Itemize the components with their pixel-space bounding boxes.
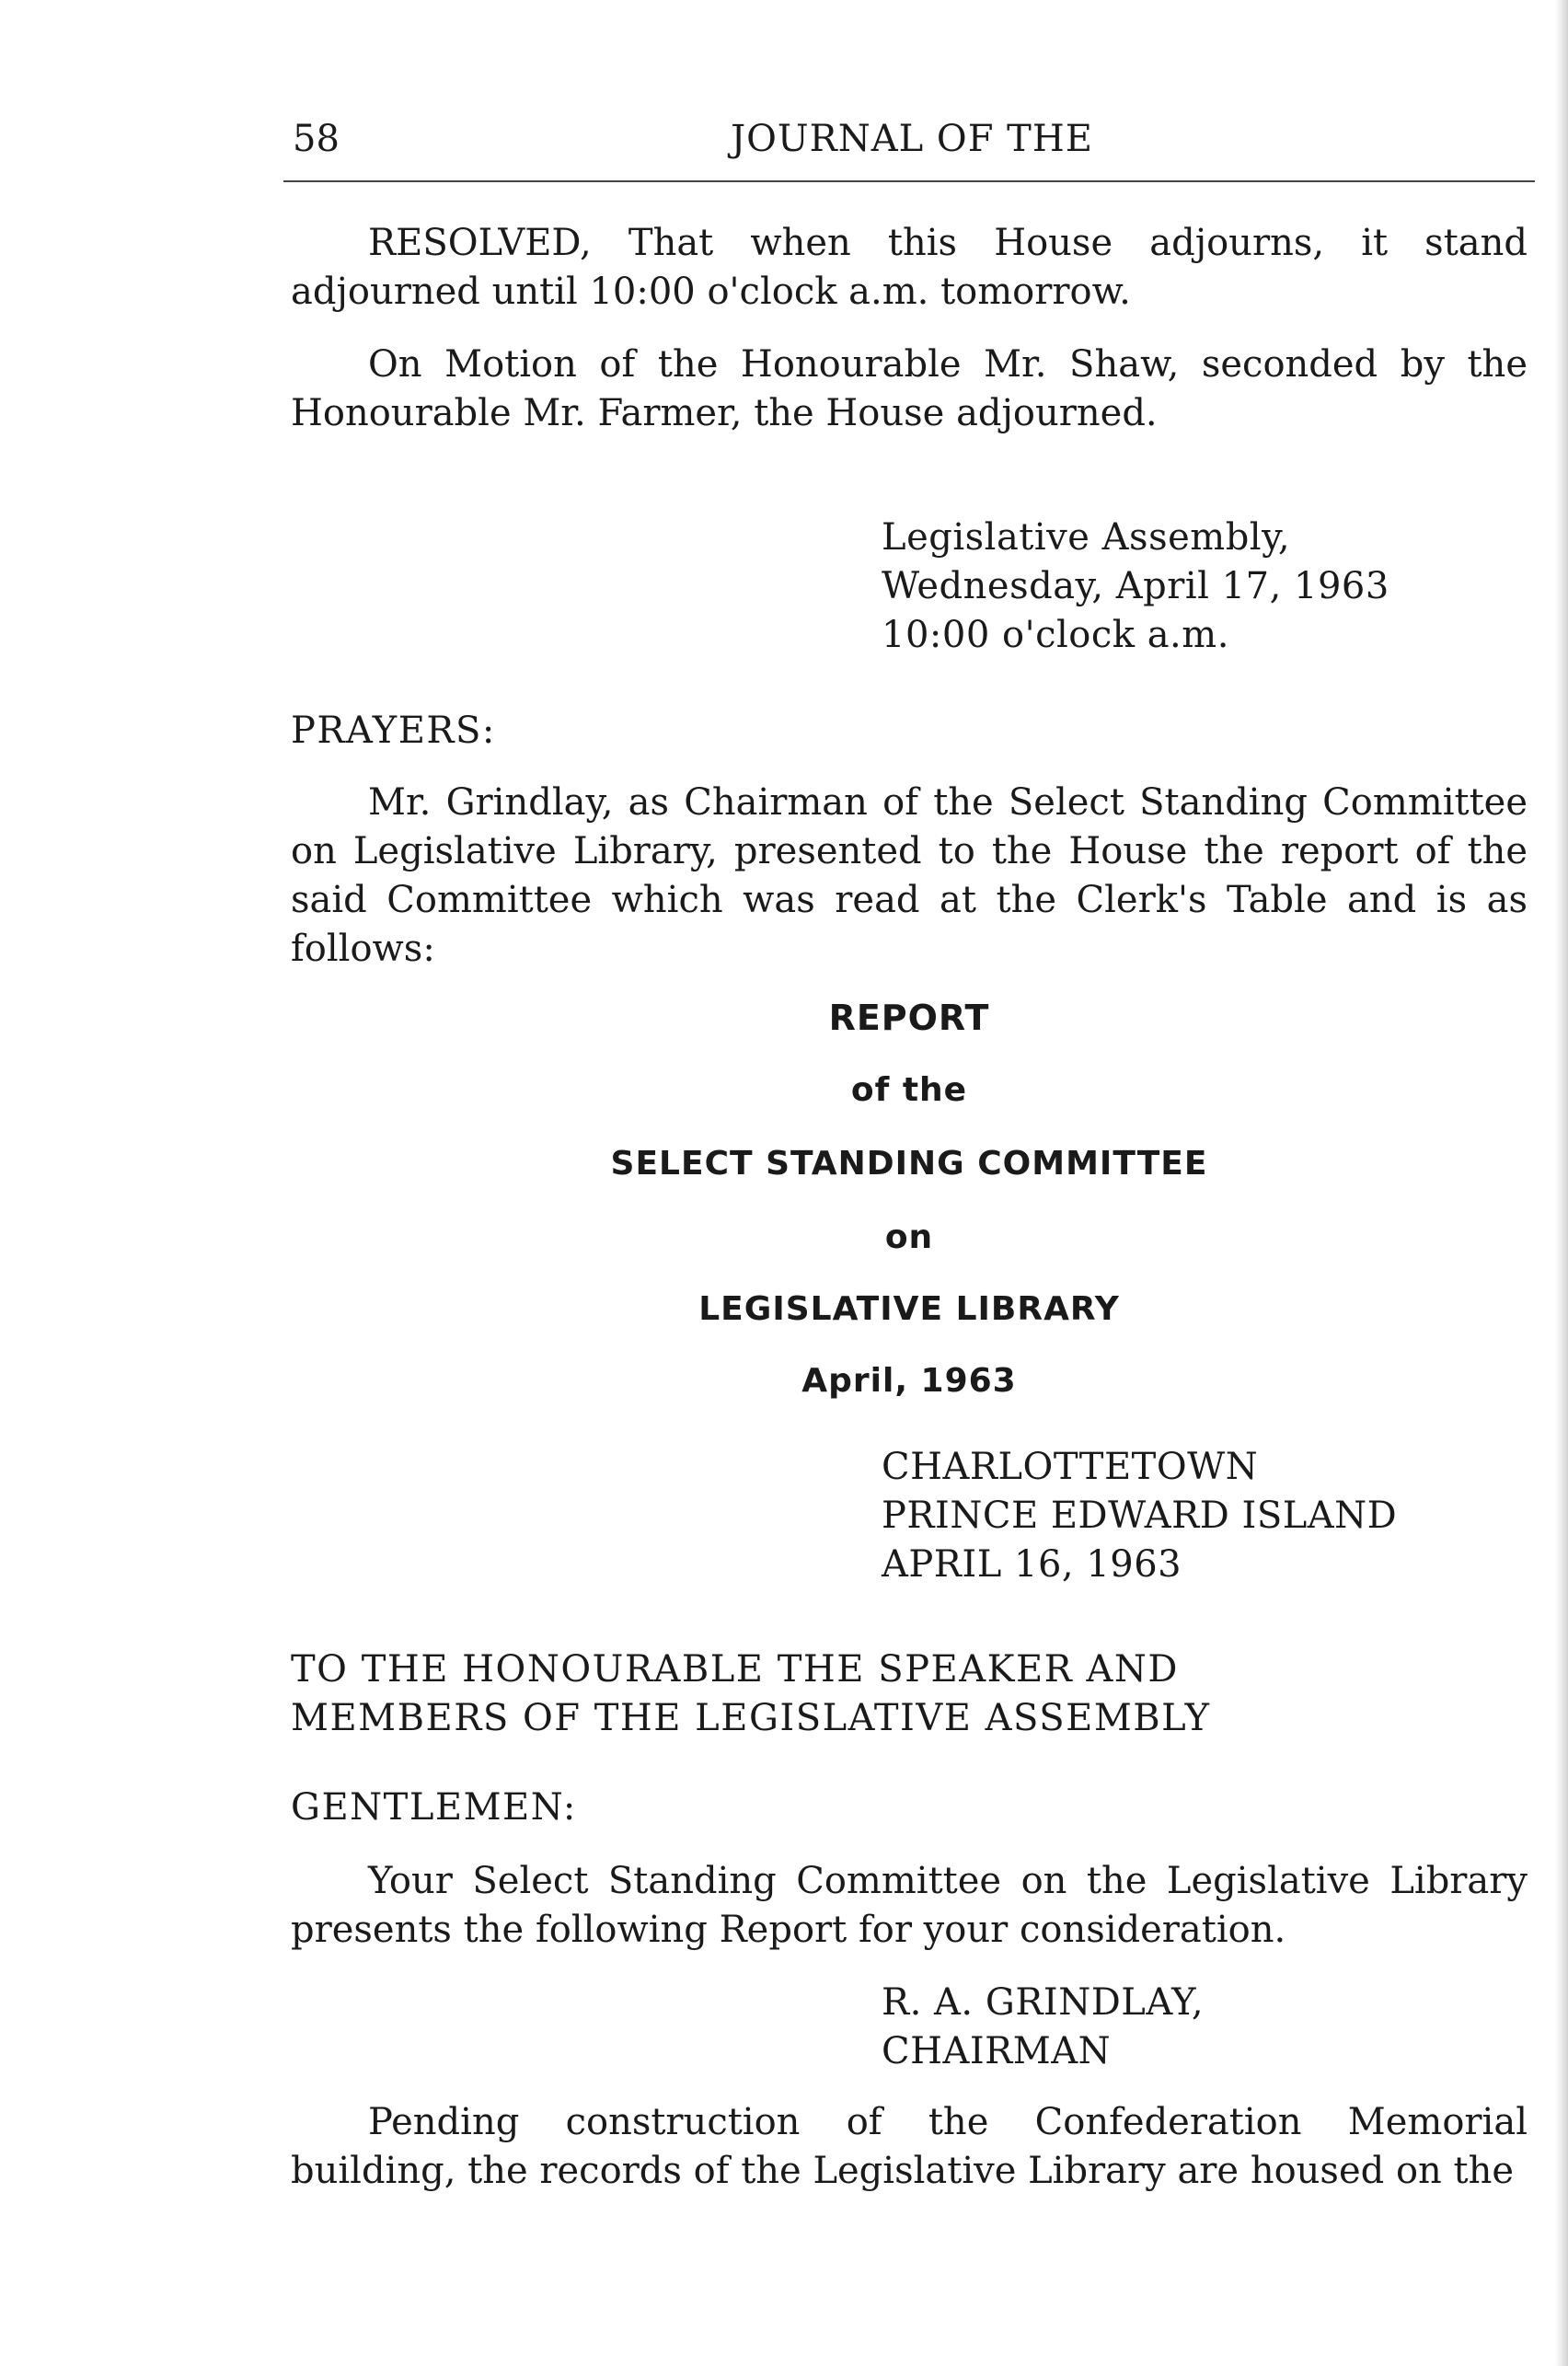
page-number: 58 <box>293 118 340 160</box>
place-line-3: APRIL 16, 1963 <box>882 1543 1182 1586</box>
signature-name: R. A. GRINDLAY, <box>882 1981 1205 2024</box>
addressee-line-1: TO THE HONOURABLE THE SPEAKER AND <box>291 1648 1179 1691</box>
place-line-2: PRINCE EDWARD ISLAND <box>882 1495 1398 1537</box>
prayers-heading: PRAYERS: <box>291 710 496 752</box>
place-line-1: CHARLOTTETOWN <box>882 1446 1259 1488</box>
report-of-the: of the <box>850 1071 968 1109</box>
sitting-block <box>882 514 1389 660</box>
sitting-line-2: Wednesday, April 17, 1963 <box>882 565 1389 607</box>
report-library-name: LEGISLATIVE LIBRARY <box>698 1290 1120 1328</box>
signature-block <box>882 1979 1204 2076</box>
motion-paragraph: On Motion of the Honourable Mr. Shaw, seconded by the Honourable Mr. Farmer, the House adjourned. <box>291 343 1528 434</box>
addressee-block <box>291 1645 1528 1743</box>
running-title: JOURNAL OF THE <box>731 118 1093 160</box>
report-date: April, 1963 <box>801 1362 1017 1400</box>
resolved-paragraph: RESOLVED, That when this House adjourns, it stand adjourned until 10:00 o'clock a.m. tomorrow. <box>291 222 1528 313</box>
sitting-line-1: Legislative Assembly, <box>882 516 1291 559</box>
addressee-line-2: MEMBERS OF THE LEGISLATIVE ASSEMBLY <box>291 1697 1211 1739</box>
report-on: on <box>884 1218 934 1256</box>
grindlay-paragraph: Mr. Grindlay, as Chairman of the Select Standing Committee on Legislative Library, presented to the House the report of the said Committee which was read at the Clerk's Table and is as follows: <box>291 781 1528 970</box>
sitting-line-3: 10:00 o'clock a.m. <box>882 614 1229 656</box>
page-header <box>293 118 1531 173</box>
page-edge-shadow <box>1555 0 1568 2366</box>
pending-paragraph: Pending construction of the Confederation Memorial building, the records of the Legislative Library are housed on the <box>291 2101 1528 2192</box>
report-title: REPORT <box>828 998 990 1038</box>
report-committee-name: SELECT STANDING COMMITTEE <box>610 1145 1208 1183</box>
signature-title: CHAIRMAN <box>882 2030 1112 2072</box>
place-date-block <box>882 1443 1397 1589</box>
committee-paragraph: Your Select Standing Committee on the Legislative Library presents the following Report for your consideration. <box>291 1860 1528 1951</box>
salutation: GENTLEMEN: <box>291 1786 577 1829</box>
header-rule <box>283 180 1535 182</box>
